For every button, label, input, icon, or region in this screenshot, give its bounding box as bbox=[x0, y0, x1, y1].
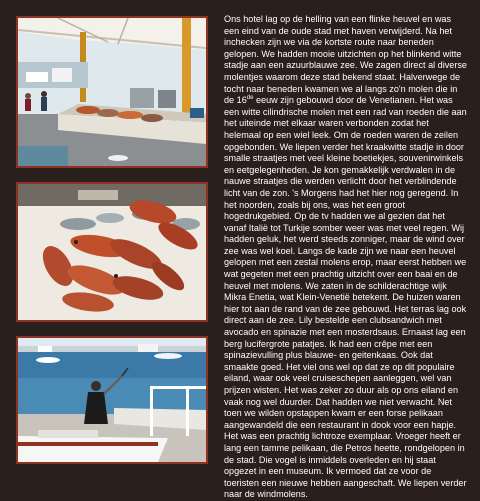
story-text bbox=[224, 14, 468, 501]
story-text-part-1: Ons hotel lag op de helling van een flinke heuvel en was een eind van de oude stad met haven verwijderd. Na het inchecken zijn we via de kortste route naar beneden gelopen. We hadden mooie uitzichten op het blinkend witte stadje aan een azuurblauwe zee. We zagen direct al diverse molentjes waarom deze stad bekend staat. Halverwege de tocht naar beneden kwamen we al langs zo'n molen die in de 16 bbox=[224, 14, 467, 106]
harbor-illustration bbox=[18, 338, 206, 462]
fish-market-illustration bbox=[18, 18, 206, 166]
story-text-part-2: eeuw zijn gebouwd door de Venetianen. Het was een witte cilindrische molen met een rad van roeden die aan het uiteinde met elkaar waren verbonden zodat het helemaal op een wiel leek. Om de roeden waren de zeilen opgebonden. We liepen verder het kraakwitte stadje in door smalle straatjes met veel kleine boetiekjes, souvenirwinkels en eetgelegenheden. Je kon gemakkelijk verdwalen in de nauwe straatjes die werden verlicht door het verblindende licht van de zon. 's Morgens had het hier nog geregend. In het noorden, zoals bij ons, was het een groot hogedrukgebied. Op de tv hadden we al gezien dat het vanaf Italië tot Turkije somber weer was met veel regen. Wij hadden geluk, het werd steeds zonniger, maar de wind over zee was wel koel. Langs de kade zijn we naar een heuvel gelopen met een zestal molens erop, maar eerst hebben we wat gegeten met een prachtig uitzicht over een baai en de heuvel met molens. We zaten in de schilderachtige wijk Mikra Enetia, wat Klein-Venetië betekent. De huizen waren hier tot aan de rand van de zee gebouwd. Het terras lag ook direct aan de zee. Lily bestelde een clubsandwich met avocado en spinazie met een mosterdsaus. Ernaast lag een berg lucifergrote patatjes. Ik had een crêpe met een spinazievulling plus blauwe- en geitenkaas. Ook dat smaakte goed. Het viel ons wel op dat ze op dit populaire eiland, waar ook veel cruiseschepen aanleggen, wel van prijzen wisten. Het was zeker zo duur als op ons eiland en vaak nog wel duurder. Dat hadden we niet verwacht. Net toen we wilden opstappen kwam er een forse pelikaan aangewandeld die een restaurant in dook voor een hapje. Het was een prachtig lichtroze exemplaar. Vroeger heeft er lang een tamme pelikaan, die Petros heette, rondgelopen in de stad. Die vogel is inmiddels overleden en hij staat opgezet in een museum. Ik vermoed dat ze voor de toeristen een nieuwe hebben aangeschaft. We liepen verder naar de windmolens. bbox=[224, 95, 467, 500]
harbor-photo bbox=[16, 336, 208, 464]
scorpion-fish-photo bbox=[16, 182, 208, 322]
century-superscript: de bbox=[246, 95, 254, 102]
scorpion-fish-illustration bbox=[18, 184, 206, 320]
fish-market-photo bbox=[16, 16, 208, 168]
